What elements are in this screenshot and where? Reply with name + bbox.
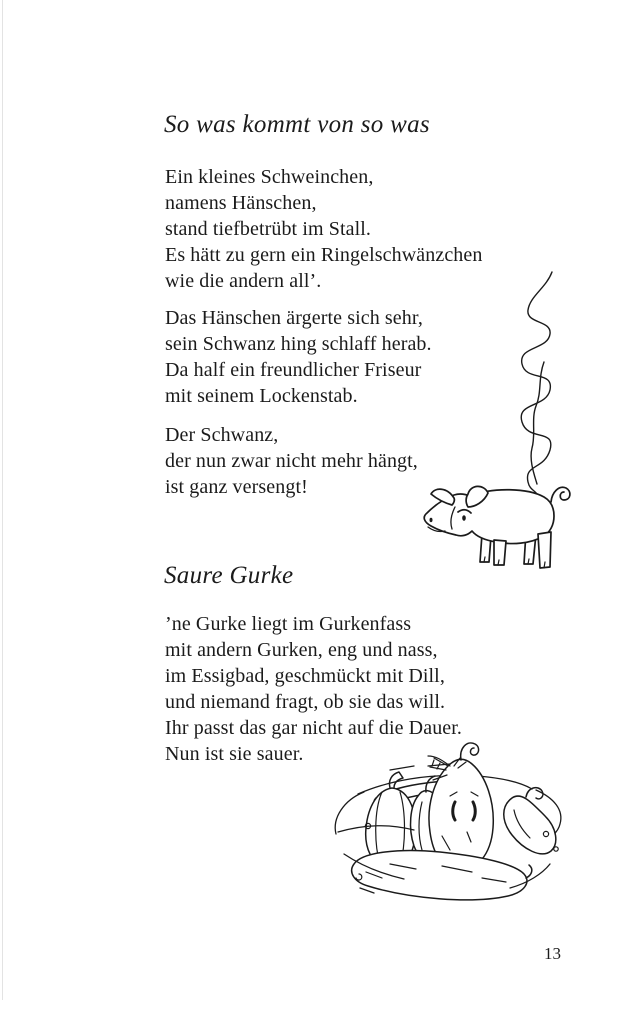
pig-near-front-leg: [494, 540, 506, 565]
poem-title-saure-gurke: Saure Gurke: [164, 562, 294, 589]
poem-line: namens Hänschen,: [165, 192, 317, 214]
smoke-squiggle-illustration: [510, 266, 566, 498]
page-number: 13: [544, 944, 561, 963]
poem-title-so-was: So was kommt von so was: [164, 111, 430, 138]
pickles-in-brine-illustration: [330, 736, 566, 910]
poem-line: ist ganz versengt!: [165, 476, 308, 498]
poem-line: der nun zwar nicht mehr hängt,: [165, 450, 418, 472]
poem-line: Das Hänschen ärgerte sich sehr,: [165, 307, 423, 329]
poem-line: wie die andern all’.: [165, 270, 322, 292]
poem-line: Der Schwanz,: [165, 424, 279, 446]
poem-line: stand tiefbetrübt im Stall.: [165, 218, 372, 240]
poem-line: mit seinem Lockenstab.: [165, 385, 358, 407]
poem-1-stanza-2: [165, 305, 432, 409]
poem-line: im Essigbad, geschmückt mit Dill,: [165, 665, 445, 687]
pig-curly-tail: [551, 487, 570, 502]
pig-nostril: [430, 518, 433, 522]
right-cucumber-stem: [526, 788, 543, 799]
pig-hoof-marks: [484, 557, 545, 568]
smoke-line: [521, 272, 552, 496]
gherkin-stem-curl: [461, 743, 479, 760]
poem-1-stanza-3: [165, 422, 418, 500]
front-cucumber: [352, 851, 532, 900]
poem-line: Nun ist sie sauer.: [165, 743, 304, 765]
poem-line: Ein kleines Schweinchen,: [165, 166, 374, 188]
poem-line: ’ne Gurke liegt im Gurkenfass: [165, 613, 412, 635]
sad-pig-illustration: [418, 482, 576, 574]
poem-line: Es hätt zu gern ein Ringelschwänzchen: [165, 244, 483, 266]
poem-line: und niemand fragt, ob sie das will.: [165, 691, 446, 713]
pig-eye: [462, 515, 466, 521]
poem-line: Ihr passt das gar nicht auf die Dauer.: [165, 717, 463, 739]
poem-line: mit andern Gurken, eng und nass,: [165, 639, 438, 661]
poem-line: sein Schwanz hing schlaff herab.: [165, 333, 432, 355]
poem-1-stanza-1: [165, 164, 482, 294]
poem-line: Da half ein freundlicher Friseur: [165, 359, 422, 381]
scan-edge-artifact: [2, 0, 3, 1000]
